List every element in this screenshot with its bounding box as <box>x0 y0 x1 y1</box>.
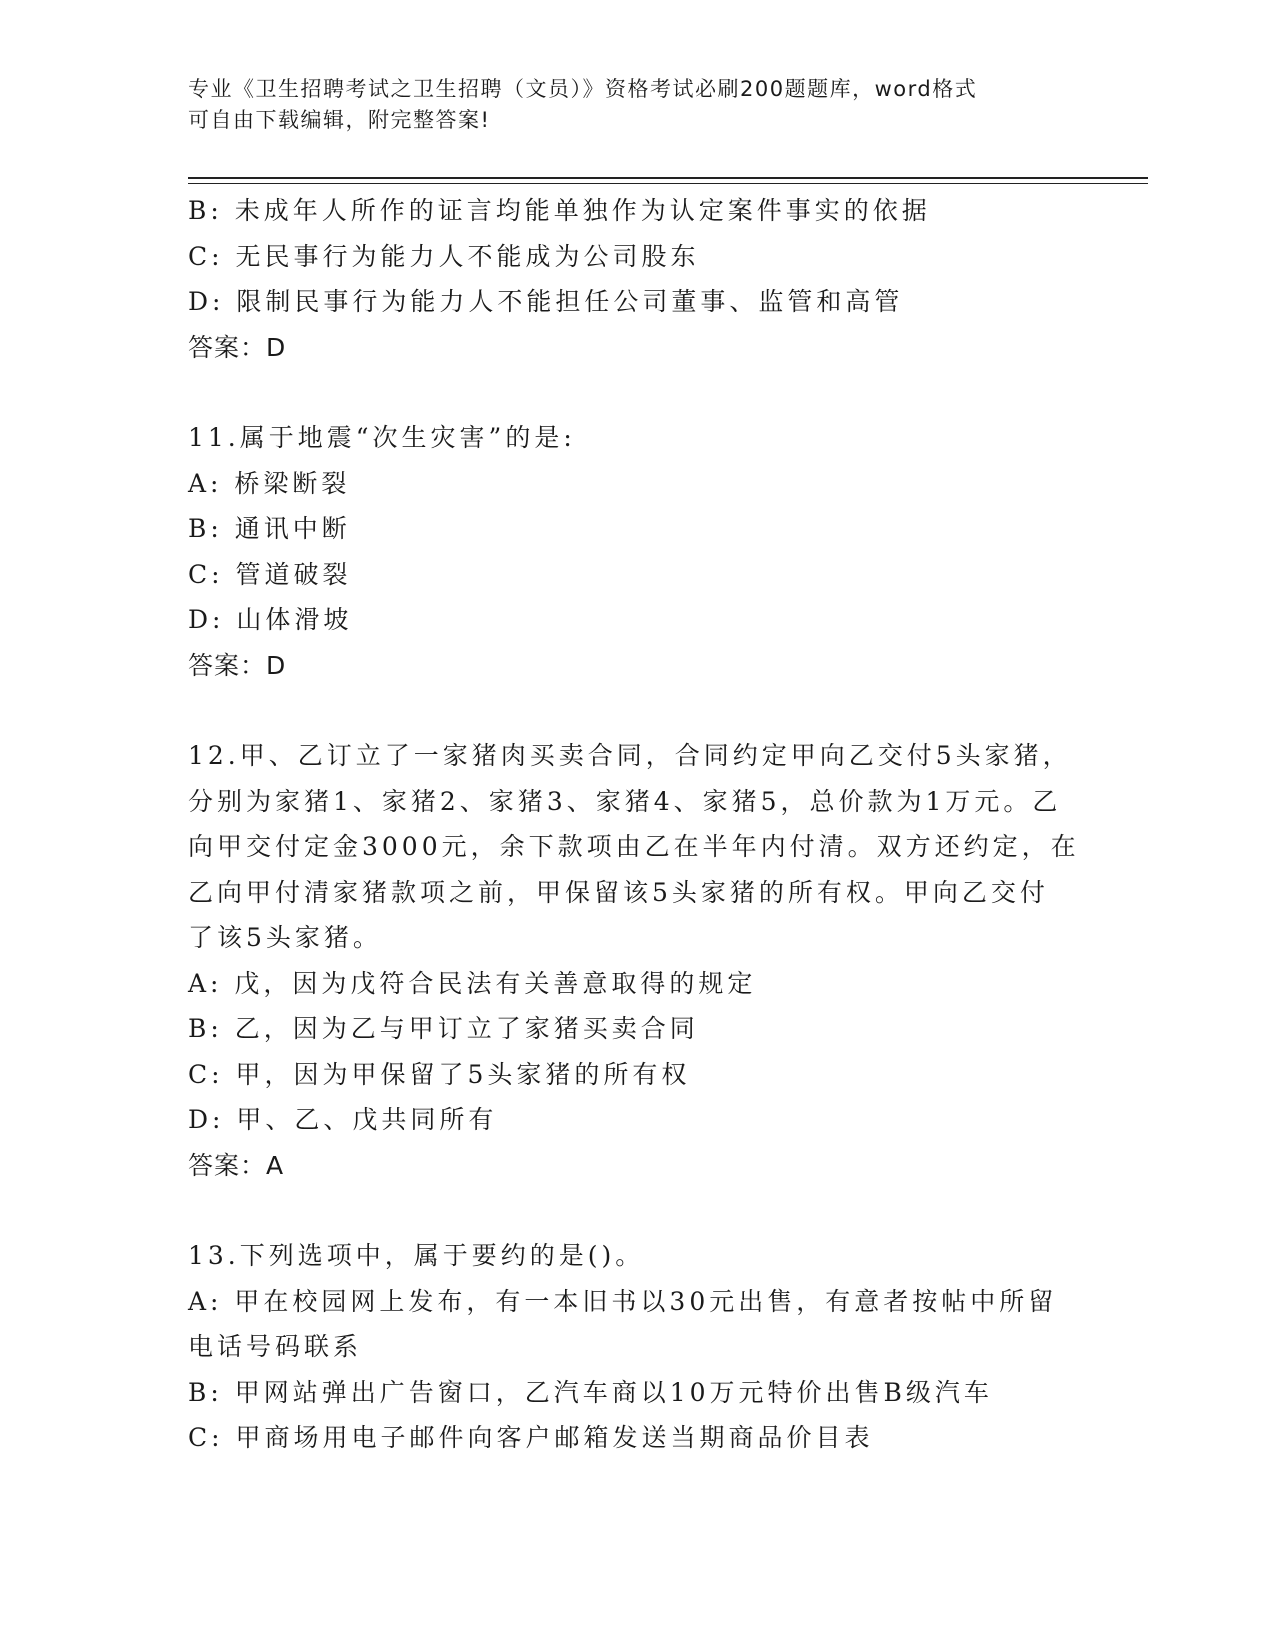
answer: 答案：A <box>188 1150 285 1180</box>
option-c: C: 无民事行为能力人不能成为公司股东 <box>188 241 700 271</box>
header-line-2: 可自由下载编辑，附完整答案! <box>188 108 491 132</box>
question-13 <box>188 1233 1088 1461</box>
question-12 <box>188 733 1088 1188</box>
option-d: D: 甲、乙、戊共同所有 <box>188 1105 498 1134</box>
page-header <box>188 74 1068 136</box>
header-divider-thin <box>188 183 1148 184</box>
option-b: B: 通讯中断 <box>188 514 351 543</box>
answer: 答案：D <box>188 332 287 362</box>
option-c: C: 甲商场用电子邮件向客户邮箱发送当期商品价目表 <box>188 1423 874 1452</box>
option-a: A: 桥梁断裂 <box>188 468 351 498</box>
question-stem: 13.下列选项中，属于要约的是()。 <box>188 1241 645 1270</box>
option-c: C: 甲，因为甲保留了5头家猪的所有权 <box>188 1059 691 1089</box>
option-b: B: 未成年人所作的证言均能单独作为认定案件事实的依据 <box>188 196 931 225</box>
question-content <box>188 188 1088 1461</box>
question-stem-line: 12.甲、乙订立了一家猪肉买卖合同，合同约定甲向乙交付5头家猪， <box>188 741 1072 770</box>
question-11 <box>188 415 1088 688</box>
question-10-tail <box>188 188 1088 370</box>
header-line-1: 专业《卫生招聘考试之卫生招聘（文员）》资格考试必刷200题题库，word格式 <box>188 77 978 101</box>
option-d: D: 限制民事行为能力人不能担任公司董事、监管和高管 <box>188 287 904 316</box>
answer: 答案：D <box>188 650 287 680</box>
question-stem-line: 乙向甲付清家猪款项之前，甲保留该5头家猪的所有权。甲向乙交付 <box>188 877 1049 907</box>
option-c: C: 管道破裂 <box>188 559 352 589</box>
option-a: A: 甲在校园网上发布，有一本旧书以30元出售，有意者按帖中所留 <box>188 1286 1058 1316</box>
question-stem-line: 分别为家猪1、家猪2、家猪3、家猪4、家猪5，总价款为1万元。乙 <box>188 786 1062 816</box>
question-stem-line: 了该5头家猪。 <box>188 923 382 952</box>
option-b: B: 乙，因为乙与甲订立了家猪买卖合同 <box>188 1014 699 1043</box>
option-a-continued: 电话号码联系 <box>188 1332 363 1361</box>
option-d: D: 山体滑坡 <box>188 605 353 634</box>
header-divider-thick <box>188 177 1148 179</box>
option-a: A: 戊，因为戊符合民法有关善意取得的规定 <box>188 968 757 998</box>
option-b: B: 甲网站弹出广告窗口，乙汽车商以10万元特价出售B级汽车 <box>188 1377 993 1407</box>
question-stem: 11.属于地震“次生灾害”的是: <box>188 423 576 452</box>
question-stem-line: 向甲交付定金3000元，余下款项由乙在半年内付清。双方还约定，在 <box>188 832 1080 861</box>
